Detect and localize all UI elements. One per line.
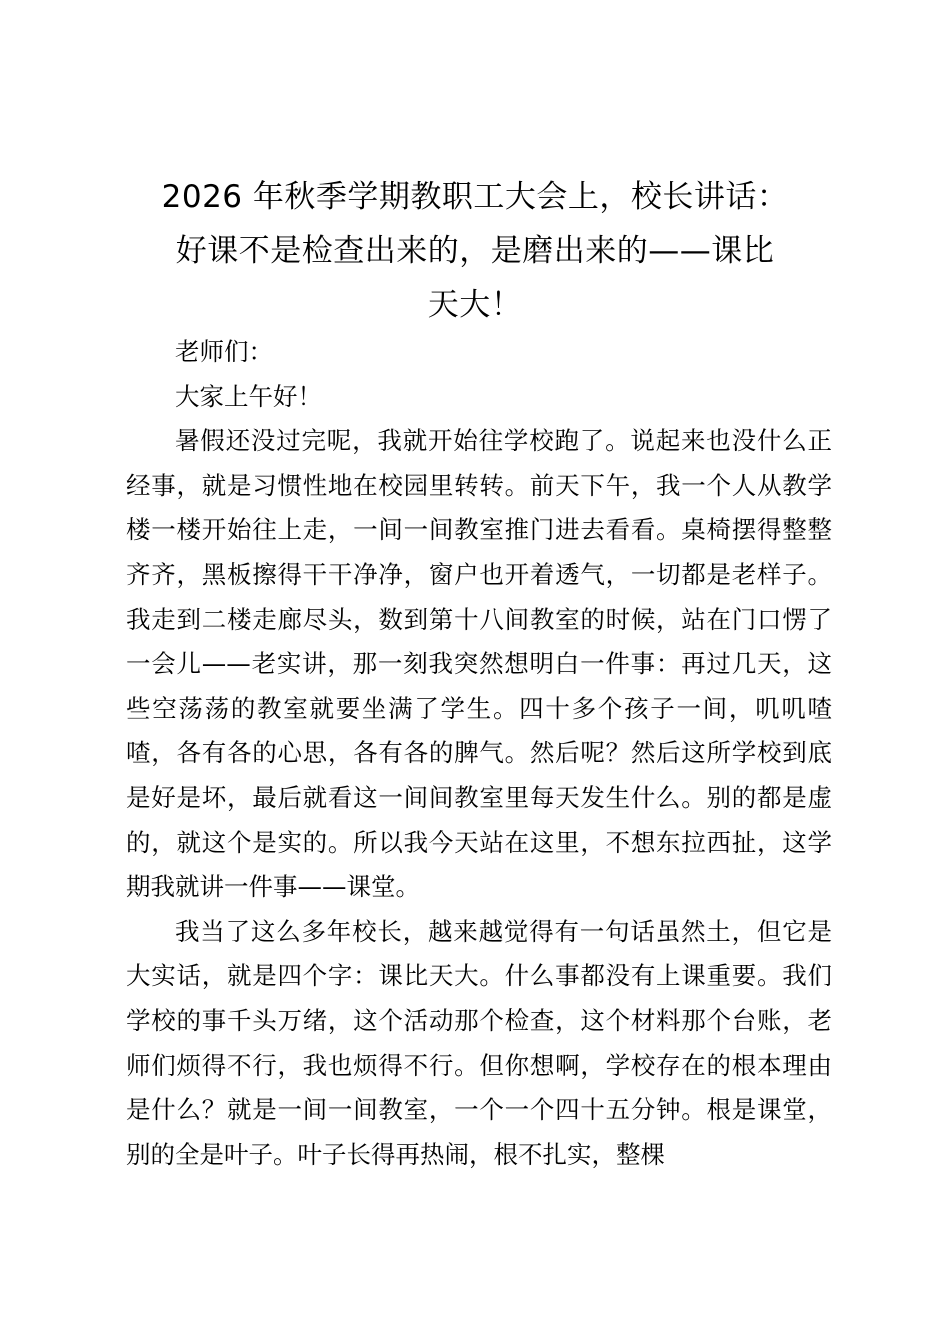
document-title [120, 170, 830, 332]
title-line-1: 2026 年秋季学期教职工大会上，校长讲话： [161, 179, 789, 215]
body-paragraph-2: 我当了这么多年校长，越来越觉得有一句话虽然土，但它是大实话，就是四个字：课比天大。什么事都没有上课重要。我们学校的事千头万绪，这个活动那个检查，这个材料那个台账，老师们烦得不行，我也烦得不行。但你想啊，学校存在的根本理由是什么？就是一间一间教室，一个一个四十五分钟。根是课堂，别的全是叶子。叶子长得再热闹，根不扎实，整棵 [126, 916, 832, 1169]
salutation-paragraph: 老师们： [175, 337, 273, 366]
greeting-paragraph: 大家上午好！ [175, 381, 322, 411]
document-body [126, 330, 832, 1177]
title-line-3: 天大！ [427, 287, 523, 323]
title-line-2: 好课不是检查出来的，是磨出来的——课比 [175, 233, 775, 269]
body-paragraph-1: 暑假还没过完呢，我就开始往学校跑了。说起来也没什么正经事，就是习惯性地在校园里转转。前天下午，我一个人从教学楼一楼开始往上走，一间一间教室推门进去看看。桌椅摆得整整齐齐，黑板擦得干干净净，窗户也开着透气，一切都是老样子。我走到二楼走廊尽头，数到第十八间教室的时候，站在门口愣了一会儿——老实讲，那一刻我突然想明白一件事：再过几天，这些空荡荡的教室就要坐满了学生。四十多个孩子一间，叽叽喳喳，各有各的心思，各有各的脾气。然后呢？然后这所学校到底是好是坏，最后就看这一间间教室里每天发生什么。别的都是虚的，就这个是实的。所以我今天站在这里，不想东拉西扯，这学期我就讲一件事——课堂。 [126, 426, 832, 902]
